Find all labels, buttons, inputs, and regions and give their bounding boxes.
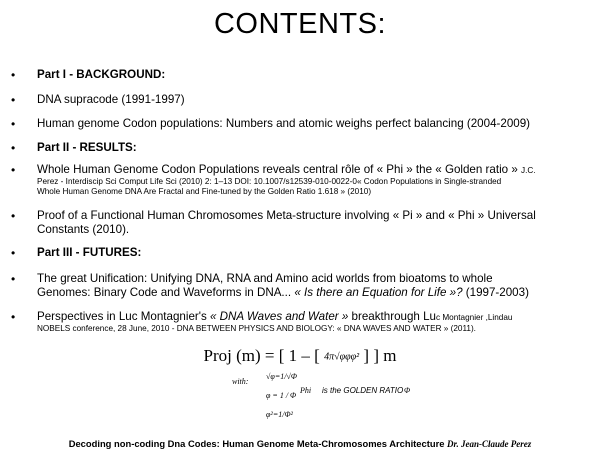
math-eq-2: φ = 1 / Φ bbox=[266, 391, 297, 400]
bullet: • bbox=[11, 209, 16, 223]
bullet: • bbox=[11, 93, 16, 107]
list-item bbox=[37, 272, 585, 300]
formula-right: ] ] m bbox=[359, 346, 397, 365]
bullet: • bbox=[11, 141, 16, 155]
formula-inner: 4π√φφφ² bbox=[324, 351, 360, 363]
footer-title: Decoding non-coding Dna Codes: Human Genome Meta-Chromosomes Architecture bbox=[68, 438, 448, 449]
item-line: Constants (2010). bbox=[37, 223, 130, 236]
bullet: • bbox=[11, 272, 16, 286]
section-heading-part-1: Part I - BACKGROUND: bbox=[37, 68, 166, 81]
list-item: Human genome Codon populations: Numbers and atomic weighs perfect balancing (2004-2009) bbox=[37, 117, 531, 130]
bullet: • bbox=[11, 163, 16, 177]
formula bbox=[0, 346, 600, 366]
section-heading-part-3: Part III - FUTURES: bbox=[37, 246, 142, 259]
item-line: Proof of a Functional Human Chromosomes Meta-structure involving « Pi » and « Phi » Universal bbox=[37, 209, 536, 222]
list-item bbox=[37, 163, 585, 197]
item-text: Whole Human Genome Codon Populations reveals central rôle of « Phi » the « Golden ratio » bbox=[37, 163, 521, 176]
bullet: • bbox=[11, 310, 16, 324]
citation-line: Perez - Interdiscip Sci Comput Life Sci (2010) 2: 1–13 DOI: 10.1007/s12539-010-0022-0« Codon Populations in Single-stranded bbox=[37, 177, 502, 186]
page-title: CONTENTS: bbox=[213, 8, 387, 40]
item-text: Perspectives in Luc Montagnier's bbox=[37, 310, 210, 323]
formula-left: Proj (m) = [ 1 – [ bbox=[203, 346, 325, 365]
citation: c Montagnier ,Lindau bbox=[435, 313, 513, 322]
item-text: Genomes: Binary Code and Waveforms in DNA... bbox=[37, 286, 295, 299]
item-text-italic: « DNA Waves and Water » bbox=[209, 310, 349, 323]
math-Phi-symbol: Φ bbox=[404, 386, 411, 395]
list-item bbox=[37, 310, 585, 334]
item-line bbox=[37, 310, 585, 324]
section-heading-part-2: Part II - RESULTS: bbox=[37, 141, 137, 154]
math-golden-ratio: is the GOLDEN RATIO bbox=[322, 386, 404, 395]
item-line: The great Unification: Unifying DNA, RNA and Amino acid worlds from bioatoms to whole bbox=[37, 272, 493, 285]
bullet: • bbox=[11, 117, 16, 131]
math-phi-label: Phi bbox=[300, 386, 312, 395]
item-text-italic: « Is there an Equation for Life »? bbox=[294, 286, 463, 299]
bullet: • bbox=[11, 246, 16, 260]
math-eq-1: √φ=1/√Φ bbox=[266, 372, 297, 381]
list-item bbox=[37, 209, 585, 237]
citation-line: NOBELS conference, 28 June, 2010 - DNA BETWEEN PHYSICS AND BIOLOGY: « DNA WAVES AND WATER » (2011). bbox=[37, 324, 476, 333]
footer bbox=[0, 438, 600, 449]
list-item: DNA supracode (1991-1997) bbox=[37, 93, 185, 106]
citation: J.C. bbox=[521, 166, 536, 175]
item-line bbox=[37, 286, 585, 300]
item-text: (1997-2003) bbox=[462, 286, 529, 299]
bullet: • bbox=[11, 68, 16, 82]
math-eq-3: φ²=1/Φ² bbox=[266, 410, 293, 419]
footer-author: Dr. Jean-Claude Perez bbox=[447, 439, 532, 449]
math-with-label: with: bbox=[232, 377, 249, 386]
item-text: breakthrough Lu bbox=[348, 310, 436, 323]
citation-line: Whole Human Genome DNA Are Fractal and Fine-tuned by the Golden Ratio 1.618 » (2010) bbox=[37, 187, 372, 196]
